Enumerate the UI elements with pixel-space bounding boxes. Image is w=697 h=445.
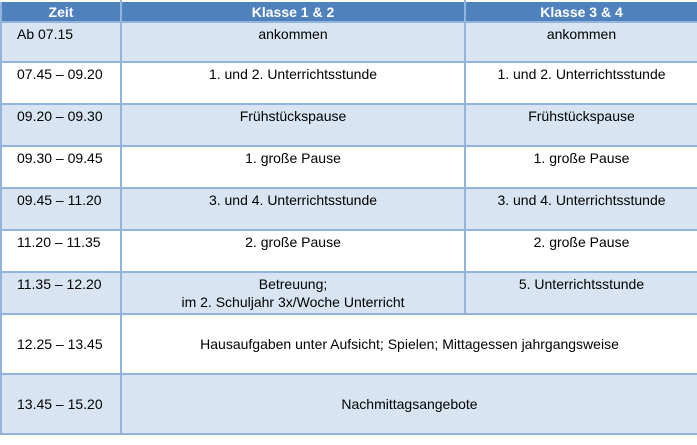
- table-row: [1, 230, 697, 272]
- time-cell: 09.20 – 09.30: [1, 104, 121, 146]
- time-cell: 07.45 – 09.20: [1, 62, 121, 104]
- klasse-3-4-cell: 2. große Pause: [465, 230, 697, 272]
- merged-cell: Hausaufgaben unter Aufsicht; Spielen; Mittagessen jahrgangsweise: [121, 314, 697, 374]
- klasse-1-2-cell: [121, 272, 465, 314]
- time-cell: 09.30 – 09.45: [1, 146, 121, 188]
- klasse-3-4-cell: 5. Unterrichtsstunde: [465, 272, 697, 314]
- table-row: [1, 146, 697, 188]
- klasse-1-2-cell: 1. große Pause: [121, 146, 465, 188]
- time-cell: 13.45 – 15.20: [1, 374, 121, 434]
- header-row: [1, 1, 697, 22]
- table-row: [1, 104, 697, 146]
- table-row: [1, 374, 697, 434]
- header-klasse-3-4: Klasse 3 & 4: [465, 1, 697, 22]
- klasse-3-4-cell: 3. und 4. Unterrichtsstunde: [465, 188, 697, 230]
- time-cell: 12.25 – 13.45: [1, 314, 121, 374]
- unterricht-note-line: im 2. Schuljahr 3x/Woche Unterricht: [181, 294, 405, 310]
- klasse-3-4-cell: 1. große Pause: [465, 146, 697, 188]
- table-row: [1, 314, 697, 374]
- klasse-3-4-cell: 1. und 2. Unterrichtsstunde: [465, 62, 697, 104]
- klasse-1-2-cell: ankommen: [121, 22, 465, 62]
- klasse-1-2-cell: 2. große Pause: [121, 230, 465, 272]
- klasse-1-2-cell: Frühstückspause: [121, 104, 465, 146]
- header-time: Zeit: [1, 1, 121, 22]
- betreuung-line: Betreuung;: [258, 276, 328, 292]
- time-cell: 11.20 – 11.35: [1, 230, 121, 272]
- table-row: [1, 22, 697, 62]
- time-cell: Ab 07.15: [1, 22, 121, 62]
- klasse-1-2-cell: 1. und 2. Unterrichtsstunde: [121, 62, 465, 104]
- table-row: [1, 272, 697, 314]
- klasse-1-2-cell: 3. und 4. Unterrichtsstunde: [121, 188, 465, 230]
- time-cell: 11.35 – 12.20: [1, 272, 121, 314]
- header-klasse-1-2: Klasse 1 & 2: [121, 1, 465, 22]
- klasse-3-4-cell: Frühstückspause: [465, 104, 697, 146]
- merged-cell: Nachmittagsangebote: [121, 374, 697, 434]
- table-row: [1, 188, 697, 230]
- time-cell: 09.45 – 11.20: [1, 188, 121, 230]
- table-row: [1, 62, 697, 104]
- klasse-3-4-cell: ankommen: [465, 22, 697, 62]
